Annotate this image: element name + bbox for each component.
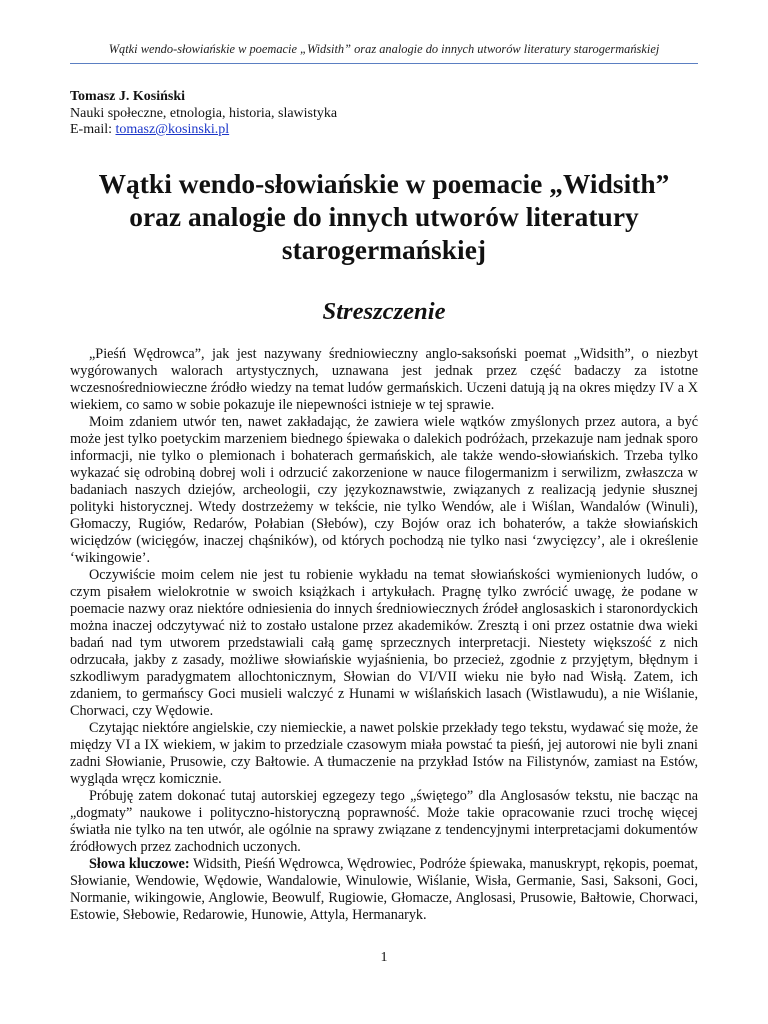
- author-email-line: [70, 122, 337, 139]
- header-divider: [70, 63, 698, 64]
- email-label: E-mail:: [70, 122, 112, 137]
- abstract-heading: Streszczenie: [322, 298, 446, 325]
- abstract-paragraph-1: „Pieśń Wędrowca”, jak jest nazywany średniowieczny anglo-saksoński poemat „Widsith”, o niezbyt wygórowanych walorach artystycznych, uznawana jest jednak przez część badaczy za istotne wczesnośredniowieczne źródło wiedzy na temat ludów germańskich. Uczeni datują ją na okres między IV a X wiekiem, co samo w sobie pokazuje ile niepewności istnieje w tej sprawie.: [70, 346, 698, 413]
- abstract-paragraph-4: Czytając niektóre angielskie, czy niemieckie, a nawet polskie przekłady tego tekstu, wydawać się może, że między VI a IX wiekiem, w jakim to przedziale czasowym miała powstać ta pieśń, jej autorowi nie byli znani zadni Słowianie, Prusowie, czy Bałtowie. A tłumaczenie na przykład Istów na Filistynów, zamiast na Estów, wygląda wręcz komicznie.: [70, 720, 698, 787]
- author-name: Tomasz J. Kosiński: [70, 89, 186, 104]
- abstract-paragraph-2: Moim zdaniem utwór ten, nawet zakładając, że zawiera wiele wątków zmyślonych przez autora, a być może jest tylko poetyckim marzeniem biednego śpiewaka o dalekich podróżach, przekazuje nam jednak sporo informacji, nie tylko o plemionach i bohaterach germańskich, ale także wendo-słowiańskich. Trzeba tylko wykazać się odrobiną dobrej woli i odrzucić zakorzenione w nauce filogermanizm i serwilizm, zwłaszcza w badaniach naszych dziejów, archeologii, czy językoznawstwie, związanych z realizacją jedynie słusznej polityki historycznej. Wtedy dostrzeżemy w tekście, nie tylko Wendów, ale i Wiślan, Wandalów (Winuli), Głomaczy, Rugiów, Redarów, Połabian (Słebów), czy Bojów oraz ich bohaterów, a także słowiańskich wiciędzów (wicięgów, inaczej chąśników), od których pochodzą nie tylko nasi ‘zwycięzcy’, ale i określenie ‘wikingowie’.: [70, 414, 698, 566]
- keywords-paragraph: [70, 856, 698, 924]
- page-number: 1: [380, 950, 388, 965]
- abstract-body: [70, 346, 698, 924]
- paper-title: Wątki wendo-słowiańskie w poemacie „Widsith” oraz analogie do innych utworów literatury starogermańskiej: [98, 169, 670, 265]
- keywords-list: Widsith, Pieśń Wędrowca, Wędrowiec, Podróże śpiewaka, manuskrypt, rękopis, poemat, Słowianie, Wendowie, Wędowie, Wandalowie, Winulowie, Wiślanie, Wisła, Germanie, Sasi, Saksoni, Goci, Normanie, wikingowie, Anglowie, Beowulf, Rugiowie, Głomacze, Anglosasi, Prusowie, Bałtowie, Chorwaci, Estowie, Słebowie, Redarowie, Hunowie, Attyla, Hermanaryk.: [70, 856, 698, 923]
- abstract-paragraph-3: Oczywiście moim celem nie jest tu robienie wykładu na temat słowiańskości wymienionych ludów, o czym pisałem wielokrotnie w swoich książkach i artykułach. Pragnę tylko zwrócić uwagę, że podane w poemacie nazwy oraz niektóre odniesienia do innych średniowiecznych źródeł anglosaskich i staronordyckich można inaczej odczytywać niż to zostało ustalone przez akademików. Zresztą i oni przez ostatnie dwa wieki badań nad tym utworem przedstawiali całą gamę sprzecznych interpretacji. Niestety większość z nich odrzucała, jakby z zasady, możliwe słowiańskie wyjaśnienia, bo przecież, zgodnie z przyjętym, błędnym i szkodliwym paradygmatem allochtonicznym, Słowian do VI/VII wieku nie było nad Wisłą. Zatem, ich zdaniem, to germańscy Goci musieli walczyć z Hunami w wiślańskich lasach (Wistlawudu), a nie Wiślanie, Chorwaci, czy Wędowie.: [70, 567, 698, 719]
- running-header: Wątki wendo-słowiańskie w poemacie „Widsith” oraz analogie do innych utworów literatury starogermańskiej: [108, 42, 660, 56]
- abstract-paragraph-5: Próbuję zatem dokonać tutaj autorskiej egzegezy tego „świętego” dla Anglosasów tekstu, nie bacząc na „dogmaty” naukowe i polityczno-historyczną poprawność. Może takie opracowanie rzuci trochę więcej światła nie tylko na ten utwór, ale ogólnie na sprawy związane z tendencyjnymi interpretacjami dokumentów źródłowych przez zachodnich uczonych.: [70, 788, 698, 855]
- email-link[interactable]: tomasz@kosinski.pl: [115, 122, 230, 137]
- author-block: [70, 89, 337, 139]
- author-fields: Nauki społeczne, etnologia, historia, slawistyka: [70, 105, 338, 121]
- keywords-label: Słowa kluczowe:: [89, 856, 190, 872]
